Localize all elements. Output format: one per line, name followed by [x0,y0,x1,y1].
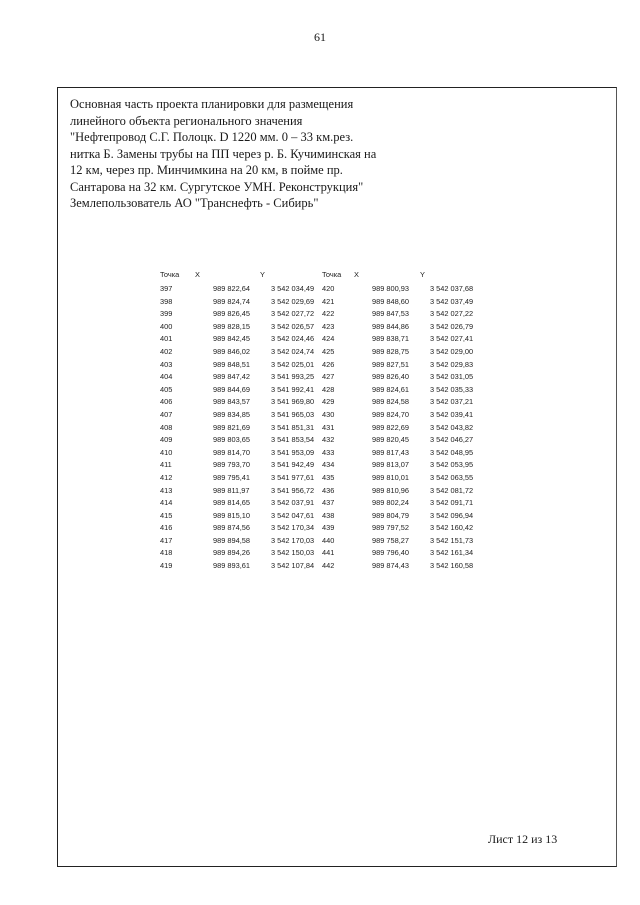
cell-y: 3 541 851,31 [271,422,315,432]
cell-point: 430 [322,409,335,419]
cell-point: 410 [160,447,173,457]
cell-x: 989 820,45 [372,435,409,445]
cell-point: 435 [322,472,335,482]
cell-y: 3 542 034,49 [271,284,315,293]
cell-y: 3 542 029,69 [271,296,315,306]
table-row [322,561,492,574]
table-row [322,486,492,499]
table-row [160,511,340,524]
cell-point: 424 [322,334,335,344]
cell-x: 989 793,70 [213,460,250,470]
table-row [322,523,492,536]
cell-point: 401 [160,334,173,344]
cell-y: 3 542 037,49 [430,296,474,306]
cell-x: 989 811,97 [213,485,250,495]
cell-x: 989 813,07 [372,460,409,470]
column-header-x: X [195,270,200,279]
cell-y: 3 541 969,80 [271,397,315,407]
cell-y: 3 542 160,42 [430,523,474,533]
cell-y: 3 541 993,25 [271,372,315,382]
cell-x: 989 874,43 [372,561,409,571]
cell-y: 3 542 150,03 [271,548,315,558]
header-line: Основная часть проекта планировки для размещения [70,97,354,111]
cell-point: 413 [160,485,173,495]
cell-point: 441 [322,548,335,558]
header-line: Землепользователь АО "Транснефть - Сибирь" [70,196,319,210]
cell-point: 423 [322,321,335,331]
table-row [160,397,340,410]
cell-y: 3 542 151,73 [430,535,474,545]
table-row [160,297,340,310]
cell-x: 989 828,15 [213,321,250,331]
cell-point: 437 [322,498,335,508]
cell-x: 989 804,79 [372,510,409,520]
table-row [322,473,492,486]
table-row [160,548,340,561]
cell-x: 989 800,93 [372,284,409,293]
cell-point: 399 [160,309,173,319]
cell-y: 3 542 026,57 [271,321,315,331]
cell-point: 421 [322,296,335,306]
cell-point: 438 [322,510,335,520]
cell-x: 989 826,40 [372,372,409,382]
cell-point: 407 [160,409,173,419]
table-row [160,284,340,297]
table-row [160,334,340,347]
cell-x: 989 796,40 [372,548,409,558]
cell-point: 398 [160,296,173,306]
sheet-label: Лист 12 из 13 [488,832,558,846]
cell-point: 419 [160,561,173,571]
cell-y: 3 542 031,05 [430,372,474,382]
table-row [160,410,340,423]
cell-x: 989 834,85 [213,409,250,419]
cell-x: 989 824,74 [213,296,250,306]
cell-x: 989 842,45 [213,334,250,344]
cell-x: 989 893,61 [213,561,250,571]
cell-point: 425 [322,346,335,356]
cell-x: 989 826,45 [213,309,250,319]
table-row [160,473,340,486]
cell-y: 3 542 024,46 [271,334,315,344]
cell-x: 989 843,57 [213,397,250,407]
table-row [322,334,492,347]
cell-point: 408 [160,422,173,432]
cell-point: 403 [160,359,173,369]
cell-x: 989 844,69 [213,384,250,394]
cell-y: 3 542 046,27 [430,435,474,445]
cell-y: 3 542 037,91 [271,498,315,508]
cell-y: 3 542 043,82 [430,422,474,432]
cell-x: 989 824,58 [372,397,409,407]
table-row [160,486,340,499]
table-row [160,435,340,448]
table-header [160,270,340,284]
cell-point: 415 [160,510,173,520]
cell-point: 427 [322,372,335,382]
cell-x: 989 815,10 [213,510,250,520]
cell-y: 3 541 853,54 [271,435,315,445]
table-row [322,548,492,561]
cell-point: 426 [322,359,335,369]
table-row [322,536,492,549]
table-row [322,360,492,373]
cell-x: 989 822,69 [372,422,409,432]
cell-y: 3 542 029,00 [430,346,474,356]
cell-point: 433 [322,447,335,457]
page-number: 61 [314,30,326,44]
table-row [160,448,340,461]
cell-x: 989 824,61 [372,384,409,394]
document-header [70,96,390,212]
cell-point: 422 [322,309,335,319]
column-header-point: Точка [322,270,342,279]
table-row [322,309,492,322]
cell-x: 989 814,70 [213,447,250,457]
cell-x: 989 758,27 [372,535,409,545]
cell-point: 404 [160,372,173,382]
table-row [160,523,340,536]
cell-y: 3 542 025,01 [271,359,315,369]
cell-point: 416 [160,523,173,533]
table-row [160,385,340,398]
cell-x: 989 838,71 [372,334,409,344]
cell-x: 989 821,69 [213,422,250,432]
column-header-y: Y [420,270,425,279]
cell-point: 409 [160,435,173,445]
header-line: линейного объекта регионального значения [70,113,303,128]
table-row [322,511,492,524]
cell-y: 3 542 063,55 [430,472,474,482]
cell-y: 3 542 048,95 [430,447,474,457]
cell-x: 989 847,53 [372,309,409,319]
cell-x: 989 828,75 [372,346,409,356]
cell-point: 436 [322,485,335,495]
cell-point: 417 [160,535,173,545]
table-row [322,498,492,511]
cell-x: 989 844,86 [372,321,409,331]
cell-point: 402 [160,346,173,356]
cell-y: 3 541 965,03 [271,409,315,419]
cell-x: 989 874,56 [213,523,250,533]
cell-x: 989 810,96 [372,485,409,495]
cell-x: 989 802,24 [372,498,409,508]
cell-y: 3 542 096,94 [430,510,474,520]
table-row [322,460,492,473]
table-row [160,498,340,511]
cell-y: 3 542 029,83 [430,359,474,369]
cell-y: 3 542 024,74 [271,346,315,356]
table-row [322,322,492,335]
table-row [322,284,492,297]
cell-x: 989 822,64 [213,284,250,293]
cell-y: 3 542 026,79 [430,321,474,331]
cell-point: 442 [322,561,335,571]
cell-y: 3 542 091,71 [430,498,474,508]
cell-point: 400 [160,321,173,331]
cell-x: 989 810,01 [372,472,409,482]
table-row [160,423,340,436]
cell-x: 989 797,52 [372,523,409,533]
table-row [160,561,340,574]
cell-y: 3 542 039,41 [430,409,474,419]
cell-point: 418 [160,548,173,558]
table-row [160,536,340,549]
cell-point: 412 [160,472,173,482]
table-row [322,347,492,360]
table-row [160,372,340,385]
cell-y: 3 542 170,03 [271,535,315,545]
cell-y: 3 542 035,33 [430,384,474,394]
table-row [160,360,340,373]
cell-y: 3 542 027,22 [430,309,474,319]
cell-x: 989 814,65 [213,498,250,508]
cell-y: 3 542 161,34 [430,548,474,558]
cell-y: 3 541 953,09 [271,447,315,457]
cell-point: 405 [160,384,173,394]
table-row [322,372,492,385]
cell-point: 406 [160,397,173,407]
table-row [322,397,492,410]
coordinates-table-right [322,270,492,574]
cell-x: 989 817,43 [372,447,409,457]
table-row [322,435,492,448]
cell-x: 989 894,26 [213,548,250,558]
cell-x: 989 894,58 [213,535,250,545]
header-line: нитка Б. Замены трубы на ПП через р. Б. Кучиминская на [70,146,377,161]
cell-x: 989 848,51 [213,359,250,369]
cell-y: 3 542 081,72 [430,485,474,495]
table-row [160,309,340,322]
cell-y: 3 542 053,95 [430,460,474,470]
cell-x: 989 827,51 [372,359,409,369]
table-header [322,270,492,284]
cell-x: 989 848,60 [372,296,409,306]
header-line: "Нефтепровод С.Г. Полоцк. D 1220 мм. 0 – 33 км.рез. [70,130,354,144]
cell-y: 3 541 977,61 [271,472,315,482]
cell-point: 429 [322,397,335,407]
cell-point: 440 [322,535,335,545]
cell-y: 3 542 037,21 [430,397,474,407]
table-row [322,410,492,423]
cell-y: 3 542 027,41 [430,334,474,344]
cell-y: 3 542 047,61 [271,510,315,520]
cell-y: 3 542 170,34 [271,523,315,533]
header-line: 12 км, через пр. Минчимкина на 20 км, в пойме пр. [70,163,343,177]
coordinates-table-left [160,270,340,574]
cell-point: 428 [322,384,335,394]
cell-x: 989 795,41 [213,472,250,482]
cell-y: 3 542 107,84 [271,561,315,571]
cell-point: 397 [160,284,173,293]
cell-point: 431 [322,422,335,432]
table-row [322,448,492,461]
column-header-point: Точка [160,270,180,279]
column-header-y: Y [260,270,265,279]
table-row [322,385,492,398]
table-row [160,347,340,360]
cell-y: 3 541 942,49 [271,460,315,470]
cell-y: 3 542 037,68 [430,284,474,293]
cell-point: 432 [322,435,335,445]
table-row [322,423,492,436]
cell-y: 3 542 160,58 [430,561,474,571]
cell-y: 3 541 956,72 [271,485,315,495]
cell-y: 3 541 992,41 [271,384,315,394]
cell-x: 989 846,02 [213,346,250,356]
cell-y: 3 542 027,72 [271,309,315,319]
cell-point: 420 [322,284,335,293]
table-row [160,460,340,473]
header-line: Сантарова на 32 км. Сургутское УМН. Реконструкция" [70,179,364,194]
cell-point: 434 [322,460,335,470]
table-row [160,322,340,335]
column-header-x: X [354,270,359,279]
cell-x: 989 803,65 [213,435,250,445]
cell-point: 411 [160,460,172,470]
cell-point: 439 [322,523,335,533]
cell-point: 414 [160,498,173,508]
table-row [322,297,492,310]
cell-x: 989 847,42 [213,372,250,382]
cell-x: 989 824,70 [372,409,409,419]
